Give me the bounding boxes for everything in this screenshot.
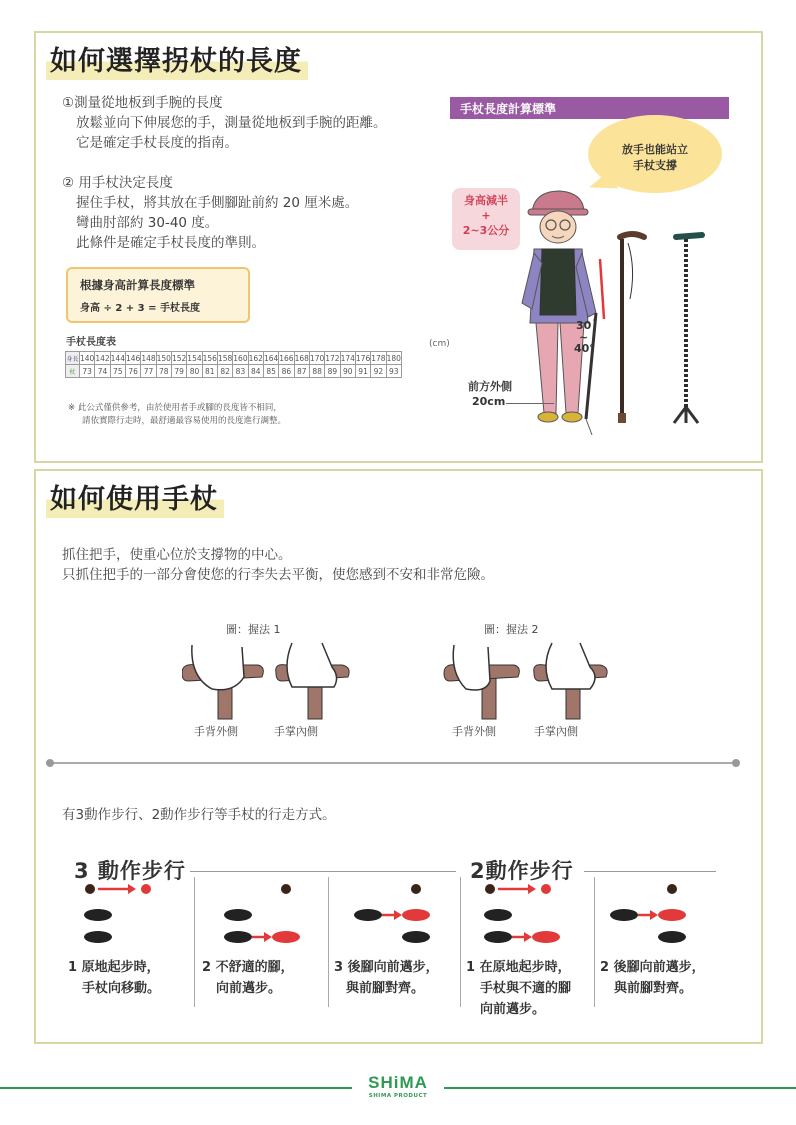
table-cell-length: 76 xyxy=(125,365,140,378)
pink-line1: 身高減半 xyxy=(464,194,508,207)
three-step-rule xyxy=(186,871,456,872)
note-line1: ※ 此公式僅供參考，由於使用者手或腳的長度皆不相同， xyxy=(68,403,282,413)
table-cell-height: 142 xyxy=(95,353,110,363)
table-cell-length: 84 xyxy=(248,365,263,378)
two-step-1-diagram xyxy=(482,881,562,951)
table-cell-height: 152 xyxy=(171,353,187,363)
table-cell-length: 81 xyxy=(202,365,217,378)
pink-line2: + xyxy=(481,209,491,222)
angle-40: 40° xyxy=(574,342,595,355)
step-divider xyxy=(194,877,195,1007)
step2-line1: 握住手杖，將其放在手側腳趾前約 20 厘米處。 xyxy=(76,195,359,211)
section-divider xyxy=(50,762,736,764)
step2-line2: 彎曲肘部約 30-40 度。 xyxy=(76,215,219,231)
three-step-2-diagram xyxy=(222,881,302,951)
three-step-3-caption-a: 3 後腳向前邁步， xyxy=(334,960,439,975)
table-cell-height: 178 xyxy=(371,353,386,363)
usage-line1: 抓住把手，使重心位於支撐物的中心。 xyxy=(62,547,292,563)
step-divider xyxy=(594,877,595,1007)
table-cell-length: 93 xyxy=(386,365,401,378)
table-cell-height: 162 xyxy=(248,353,263,363)
table-cell-height: 150 xyxy=(156,353,171,363)
table-cell-height: 174 xyxy=(340,353,355,363)
grip-fig2-caption: 圖：握法 2 xyxy=(484,623,539,636)
table-cell-length: 82 xyxy=(217,365,232,378)
shima-logo xyxy=(352,1068,444,1108)
table-cell-length: 85 xyxy=(263,365,278,378)
three-step-1-caption-a: 1 原地起步時， xyxy=(68,960,160,975)
table-cell-height: 146 xyxy=(125,353,141,363)
front-outer-label: 前方外側 xyxy=(468,380,512,393)
table-cell-length: 78 xyxy=(156,365,171,378)
table-cell-length: 77 xyxy=(141,365,156,378)
table-cell-height: 164 xyxy=(263,353,279,363)
grip-fig1-caption: 圖：握法 1 xyxy=(226,623,281,636)
table-cell-height: 148 xyxy=(141,353,156,363)
step1-line1: 放鬆並向下伸展您的手，測量從地板到手腕的距離。 xyxy=(76,115,387,131)
canes-illustration xyxy=(602,229,722,429)
cane-length-table xyxy=(65,351,402,378)
grip1-palm-label: 手掌內側 xyxy=(274,725,318,738)
step2-line3: 此條件是確定手杖長度的準則。 xyxy=(76,235,265,251)
table-cell-length: 80 xyxy=(187,365,202,378)
table-cell-length: 73 xyxy=(80,365,95,378)
table-cell-length: 79 xyxy=(171,365,186,378)
bubble-line2: 手杖支撐 xyxy=(633,159,677,172)
table-cell-length: 91 xyxy=(355,365,370,378)
cane-usage-panel xyxy=(34,469,763,1044)
formula-box xyxy=(66,267,250,323)
table-cell-length: 74 xyxy=(95,365,110,378)
step1-title: ①測量從地板到手腕的長度 xyxy=(62,95,223,111)
table-title: 手杖長度表 xyxy=(66,337,116,348)
table-cell-height: 168 xyxy=(294,353,309,363)
grip2-back-label: 手背外側 xyxy=(452,725,496,738)
step2-title: ② 用手杖決定長度 xyxy=(62,175,173,191)
table-cell-length: 75 xyxy=(110,365,125,378)
table-cell-height: 156 xyxy=(202,353,217,363)
two-step-1-caption-c: 向前邁步。 xyxy=(480,1002,546,1017)
two-step-rule xyxy=(584,871,716,872)
grip2-palm-label: 手掌內側 xyxy=(534,725,578,738)
two-step-1-caption-a: 1 在原地起步時， xyxy=(466,960,571,975)
note-line2: 請依實際行走時，最舒適最容易使用的長度進行調整。 xyxy=(82,416,287,426)
formula-title: 根據身高計算長度標準 xyxy=(80,278,195,292)
three-step-title: 3 動作步行 xyxy=(70,855,190,885)
section-title-usage: 如何使用手杖 xyxy=(46,477,224,518)
table-cell-height: 170 xyxy=(309,353,325,363)
two-step-2-caption-a: 2 後腳向前邁步， xyxy=(600,960,705,975)
table-cell-height: 172 xyxy=(325,353,340,363)
two-step-title: 2動作步行 xyxy=(466,855,578,885)
two-step-2-caption-b: 與前腳對齊。 xyxy=(614,981,693,996)
table-cell-height: 144 xyxy=(110,353,125,363)
table-cell-length: 86 xyxy=(279,365,294,378)
logo-text: SHiMA xyxy=(368,1073,428,1092)
step-divider xyxy=(460,877,461,1007)
formula-text: 身高 ÷ 2 + 3 = 手杖長度 xyxy=(80,303,200,314)
angle-30: 30 xyxy=(576,319,592,332)
three-step-1-caption-b: 手杖向移動。 xyxy=(82,981,161,996)
table-cell-length: 83 xyxy=(233,365,248,378)
table-row-label-height: 身長 xyxy=(66,352,80,365)
table-cell-length: 88 xyxy=(309,365,324,378)
grip1-back-label: 手背外側 xyxy=(194,725,238,738)
cane-length-panel xyxy=(34,31,763,463)
three-step-2-caption-a: 2 不舒適的腳， xyxy=(202,960,294,975)
table-cell-length: 89 xyxy=(325,365,340,378)
step1-line2: 它是確定手杖長度的指南。 xyxy=(76,135,238,151)
table-cell-height: 158 xyxy=(217,353,233,363)
table-cell-height: 176 xyxy=(355,353,371,363)
table-cell-height: 180 xyxy=(386,353,401,363)
three-step-3-diagram xyxy=(352,881,432,951)
table-cell-length: 90 xyxy=(340,365,355,378)
table-cell-length: 87 xyxy=(294,365,309,378)
step-divider xyxy=(328,877,329,1007)
three-step-3-caption-b: 與前腳對齊。 xyxy=(346,981,425,996)
grip1-illustration xyxy=(182,637,352,721)
table-cell-height: 140 xyxy=(80,353,95,363)
pink-line3: 2~3公分 xyxy=(462,224,510,237)
bubble-line1: 放手也能站立 xyxy=(622,143,688,156)
three-step-1-diagram xyxy=(82,881,162,951)
front-distance-label: 20cm xyxy=(472,395,506,408)
table-row-label-cane: 杖 xyxy=(66,365,80,378)
table-cell-height: 160 xyxy=(233,353,248,363)
distance-line xyxy=(506,403,554,404)
grip2-illustration xyxy=(440,637,610,721)
usage-line2: 只抓住把手的一部分會使您的行李失去平衡，使您感到不安和非常危險。 xyxy=(62,567,494,583)
three-step-2-caption-b: 向前邁步。 xyxy=(216,981,282,996)
section-title-length: 如何選擇拐杖的長度 xyxy=(46,39,308,80)
angle-tilde: ~ xyxy=(579,331,589,344)
two-step-1-caption-b: 手杖與不適的腳 xyxy=(480,981,572,996)
table-cell-length: 92 xyxy=(371,365,386,378)
standard-header: 手杖長度計算標準 xyxy=(450,97,729,119)
two-step-2-diagram xyxy=(608,881,688,951)
table-cell-height: 154 xyxy=(187,353,202,363)
table-cell-height: 166 xyxy=(279,353,294,363)
walking-intro: 有3動作步行、2動作步行等手杖的行走方式。 xyxy=(62,807,336,823)
logo-subtext: SHIMA PRODUCT xyxy=(368,1093,428,1099)
table-unit: (cm) xyxy=(429,339,450,349)
